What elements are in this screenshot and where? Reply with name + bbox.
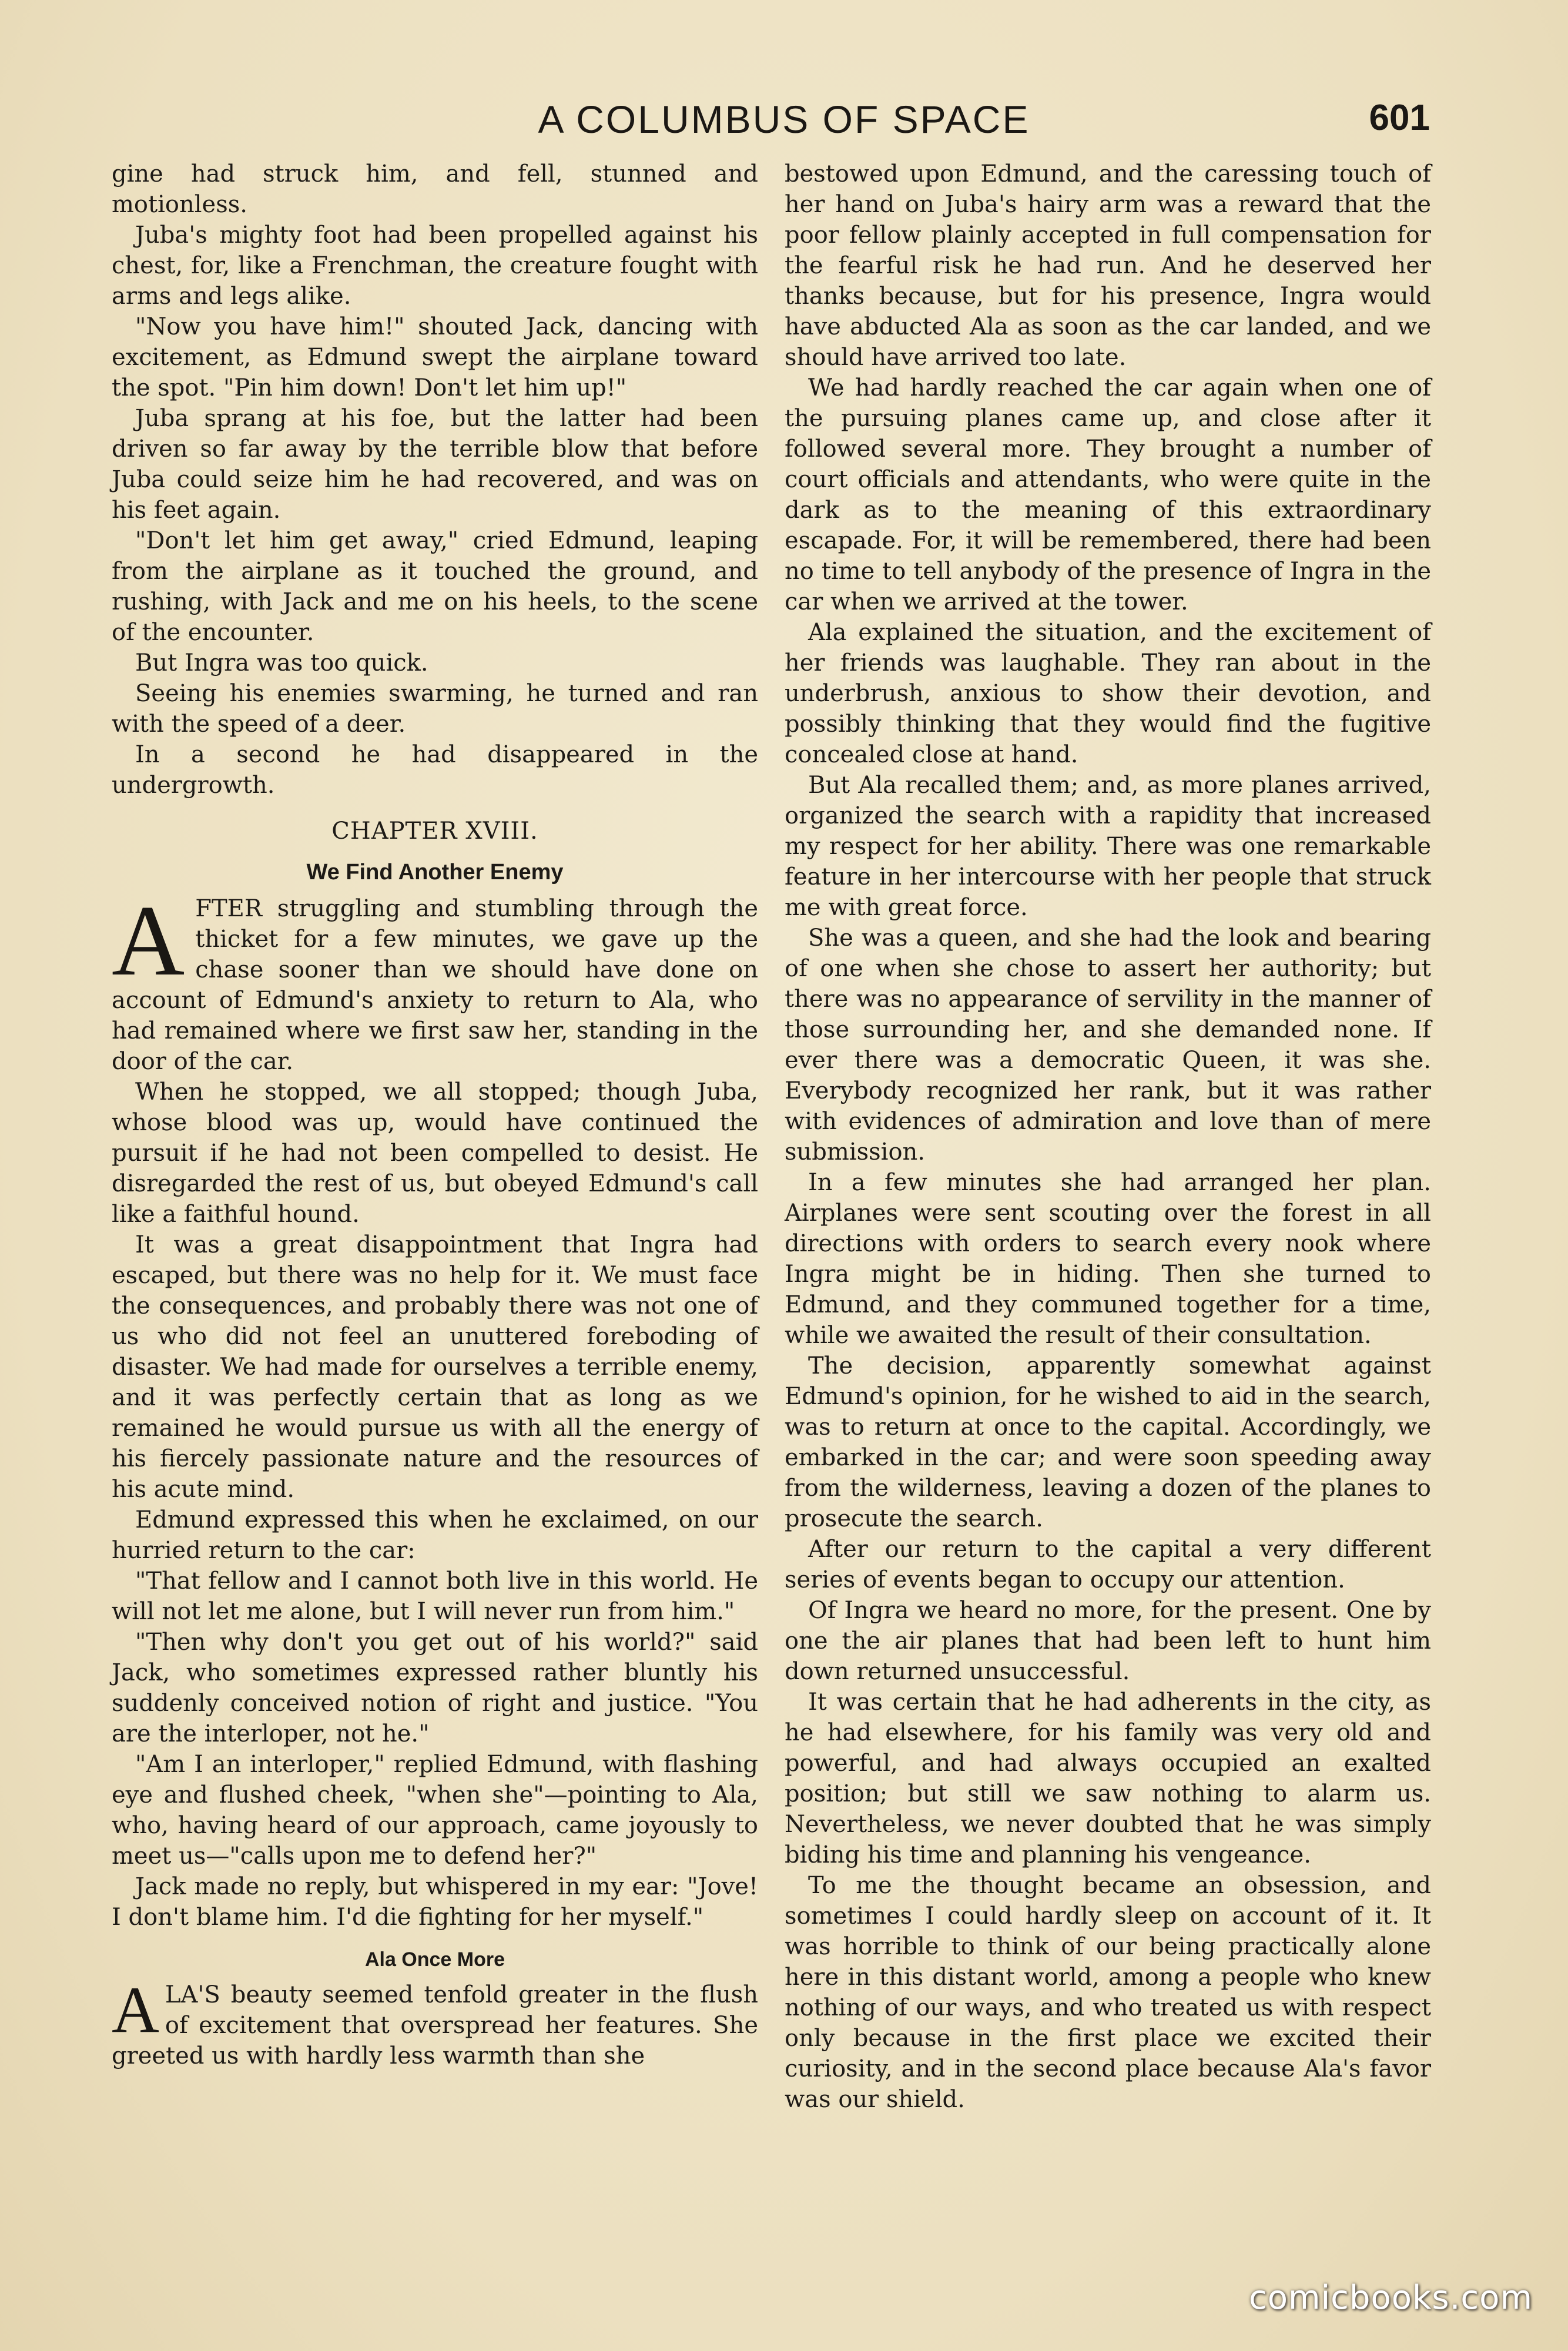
paragraph: "Am I an interloper," replied Edmund, with flashing eye and flushed cheek, "when she"—pointing to Ala, who, having heard of our approach, came joyously to meet us—"calls upon me to defend her?"	[112, 1751, 758, 1870]
page-header	[0, 97, 1568, 150]
paragraph: In a few minutes she had arranged her plan. Airplanes were sent scouting over the forest in all directions with orders to search every nook where Ingra might be in hiding. Then she turned to Edmund, and they communed together for a time, while we awaited the result of their consultation.	[785, 1169, 1431, 1349]
paragraph: But Ala recalled them; and, as more planes arrived, organized the search with a rapidity that increased my respect for her ability. There was one remarkable feature in her intercourse with her people that struck me with great force.	[785, 772, 1431, 921]
paragraph: We had hardly reached the car again when one of the pursuing planes came up, and close after it followed several more. They brought a number of court officials and attendants, who were quite in the dark as to the meaning of this extraordinary escapade. For, it will be remembered, there had been no time to tell anybody of the presence of Ingra in the car when we arrived at the tower.	[785, 374, 1431, 615]
chapter-subtitle: We Find Another Enemy	[306, 860, 564, 885]
paragraph: In a second he had disappeared in the undergrowth.	[112, 741, 758, 799]
paragraph	[112, 1974, 758, 2071]
paragraph: Of Ingra we heard no more, for the present. One by one the air planes that had been left to hunt him down returned unsuccessful.	[785, 1597, 1431, 1685]
drop-cap: A	[112, 1974, 159, 2047]
paragraph: It was a great disappointment that Ingra had escaped, but there was no help for it. We must face the consequences, and probably there was not one of us who did not feel an unuttered foreboding of disaster. We had made for ourselves a terrible enemy, and it was perfectly certain that as long as we remained he would pursue us with all the energy of his fiercely passionate nature and the resources of his acute mind.	[112, 1231, 758, 1503]
paragraph: The decision, apparently somewhat against Edmund's opinion, for he wished to aid in the search, was to return at once to the capital. Accordingly, we embarked in the car; and were soon speeding away from the wilderness, leaving a dozen of the planes to prosecute the search.	[785, 1352, 1431, 1532]
paragraph: "Now you have him!" shouted Jack, dancing with excitement, as Edmund swept the airplane toward the spot. "Pin him down! Don't let him up!"	[112, 313, 758, 401]
paragraph-text: LA'S beauty seemed tenfold greater in the flush of excitement that overspread her features. She greeted us with hardly less warmth than she	[112, 1981, 758, 2069]
paragraph: "That fellow and I cannot both live in this world. He will not let me alone, but I will never run from him."	[112, 1568, 758, 1625]
paragraph: Ala explained the situation, and the excitement of her friends was laughable. They ran about in the underbrush, anxious to show their devotion, and possibly thinking that they would find the fugitive concealed close at hand.	[785, 619, 1431, 768]
left-column	[112, 159, 758, 2071]
paragraph: When he stopped, we all stopped; though Juba, whose blood was up, would have continued the pursuit if he had not been compelled to desist. He disregarded the rest of us, but obeyed Edmund's call like a faithful hound.	[112, 1079, 758, 1228]
paragraph: Juba's mighty foot had been propelled against his chest, for, like a Frenchman, the creature fought with arms and legs alike.	[112, 222, 758, 310]
section-subtitle: Ala Once More	[364, 1948, 505, 1971]
paragraph: But Ingra was too quick.	[135, 649, 428, 677]
page-number: 601	[1369, 98, 1430, 138]
paragraph: Jack made no reply, but whispered in my ear: "Jove! I don't blame him. I'd die fighting for her myself."	[112, 1873, 758, 1931]
running-title: A COLUMBUS OF SPACE	[538, 98, 1030, 141]
paragraph: After our return to the capital a very different series of events began to occupy our attention.	[785, 1536, 1431, 1593]
chapter-heading: CHAPTER XVIII.	[331, 818, 538, 845]
paragraph: Juba sprang at his foe, but the latter had been driven so far away by the terrible blow that before Juba could seize him he had recovered, and was on his feet again.	[112, 405, 758, 524]
paragraph-text: FTER struggling and stumbling through the thicket for a few minutes, we gave up the chase sooner than we should have done on account of Edmund's anxiety to return to Ala, who had remained where we first saw her, standing in the door of the car.	[112, 895, 758, 1075]
paragraph: Seeing his enemies swarming, he turned and ran with the speed of a deer.	[112, 680, 758, 738]
paragraph	[112, 885, 758, 1077]
drop-cap: A	[112, 885, 185, 997]
paragraph: It was certain that he had adherents in the city, as he had elsewhere, for his family was very old and powerful, and had always occupied an exalted position; but still we saw nothing to alarm us. Nevertheless, we never doubted that he was simply biding his time and planning his vengeance.	[785, 1689, 1431, 1868]
watermark: comicbooks.com	[1248, 2279, 1533, 2317]
paragraph: She was a queen, and she had the look and bearing of one when she chose to assert her authority; but there was no appearance of servility in the manner of those surrounding her, and she demanded none. If ever there was a democratic Queen, it was she. Everybody recognized her rank, but it was rather with evidences of admiration and love than of mere submission.	[785, 925, 1431, 1166]
paragraph: Edmund expressed this when he exclaimed, on our hurried return to the car:	[112, 1506, 758, 1564]
paragraph: gine had struck him, and fell, stunned and motionless.	[112, 160, 758, 218]
paragraph: bestowed upon Edmund, and the caressing touch of her hand on Juba's hairy arm was a reward that the poor fellow plainly accepted in full compensation for the fearful risk he had run. And he deserved her thanks because, but for his presence, Ingra would have abducted Ala as soon as the car landed, and we should have arrived too late.	[785, 160, 1431, 371]
paragraph: To me the thought became an obsession, and sometimes I could hardly sleep on account of it. It was horrible to think of our being practically alone here in this distant world, among a people who knew nothing of our ways, and who treated us with respect only because in the first place we excited their curiosity, and in the second place because Ala's favor was our shield.	[785, 1872, 1431, 2113]
right-column	[785, 159, 1431, 2115]
paragraph: "Then why don't you get out of his world?" said Jack, who sometimes expressed rather bluntly his suddenly conceived notion of right and justice. "You are the interloper, not he."	[112, 1629, 758, 1747]
paragraph: "Don't let him get away," cried Edmund, leaping from the airplane as it touched the ground, and rushing, with Jack and me on his heels, to the scene of the encounter.	[112, 527, 758, 646]
